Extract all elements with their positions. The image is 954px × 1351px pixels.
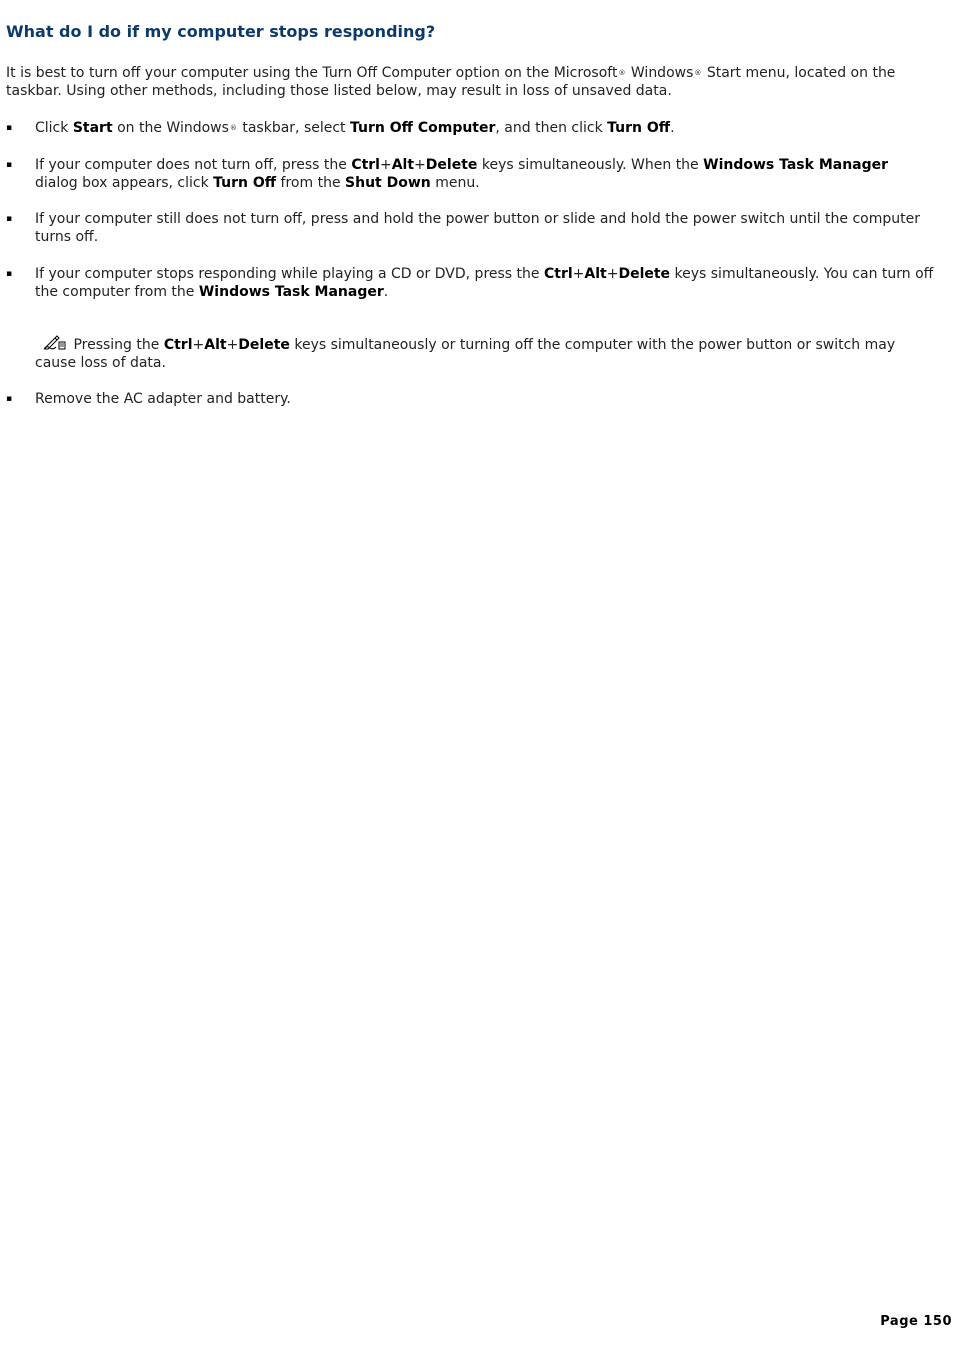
text: taskbar, select xyxy=(237,120,350,136)
text: keys simultaneously. You can turn off the computer from the xyxy=(35,266,934,300)
bold-term: Turn Off Computer xyxy=(350,120,496,136)
page-title: What do I do if my computer stops responding? xyxy=(6,22,436,41)
bold-term: Alt xyxy=(391,157,415,173)
registered-mark: ® xyxy=(618,69,626,77)
bold-term: Shut Down xyxy=(345,175,431,191)
page-number: Page 150 xyxy=(880,1314,952,1329)
text: Pressing the xyxy=(69,337,164,353)
text: If your computer stops responding while playing a CD or DVD, press the xyxy=(35,266,544,282)
note-pencil-icon-graphic xyxy=(43,334,67,350)
text: + xyxy=(226,337,239,353)
text: dialog box appears, click xyxy=(35,175,214,191)
text: If your computer still does not turn off, press and hold the power button or slide and hold the power switch until the computer turns off. xyxy=(35,211,920,245)
note-pencil-icon xyxy=(43,334,67,350)
text: Remove the AC adapter and battery. xyxy=(35,391,291,407)
text: If your computer does not turn off, press the xyxy=(35,157,352,173)
text: + xyxy=(379,157,392,173)
intro-text-2: Windows xyxy=(626,65,694,81)
registered-mark: ® xyxy=(694,69,702,77)
intro-text-3: Start menu, located on the taskbar. Using other methods, including those listed below, may result in loss of unsaved data. xyxy=(6,65,896,99)
text: keys simultaneously. When the xyxy=(477,157,704,173)
bold-term: Turn Off xyxy=(213,175,277,191)
bullet-marker: ▪ xyxy=(6,269,13,279)
text: menu. xyxy=(430,175,480,191)
bullet-marker: ▪ xyxy=(6,123,13,133)
intro-paragraph xyxy=(6,64,946,100)
note-block xyxy=(35,334,935,372)
list-item-text xyxy=(35,156,935,192)
bold-term: Delete xyxy=(618,266,671,282)
bold-term: Alt xyxy=(584,266,607,282)
bold-term: Delete xyxy=(238,337,290,353)
text: from the xyxy=(276,175,346,191)
bold-term: Delete xyxy=(425,157,478,173)
bullet-marker: ▪ xyxy=(6,394,13,404)
text: + xyxy=(572,266,585,282)
list-item-text xyxy=(35,265,935,301)
text: Click xyxy=(35,120,73,136)
text: on the Windows xyxy=(112,120,229,136)
bold-term: Start xyxy=(72,120,113,136)
bullet-marker: ▪ xyxy=(6,160,13,170)
intro-text-1: It is best to turn off your computer using the Turn Off Computer option on the Microsoft xyxy=(6,65,618,81)
registered-mark: ® xyxy=(229,124,237,132)
text: keys simultaneously or turning off the computer with the power button or switch may cause loss of data. xyxy=(35,337,896,371)
bold-term: Windows Task Manager xyxy=(198,284,384,300)
list-item-text xyxy=(35,210,935,246)
text: . xyxy=(383,284,389,300)
bold-term: Alt xyxy=(204,337,227,353)
text: + xyxy=(192,337,205,353)
text: , and then click xyxy=(495,120,608,136)
text: + xyxy=(606,266,619,282)
bold-term: Ctrl xyxy=(543,266,573,282)
bold-term: Windows Task Manager xyxy=(703,157,889,173)
text: . xyxy=(670,120,675,136)
list-item-text xyxy=(35,119,935,137)
bold-term: Ctrl xyxy=(351,157,380,173)
list-item-text xyxy=(35,390,935,408)
bold-term: Ctrl xyxy=(163,337,193,353)
bullet-marker: ▪ xyxy=(6,214,13,224)
text: + xyxy=(414,157,426,173)
bold-term: Turn Off xyxy=(607,120,671,136)
